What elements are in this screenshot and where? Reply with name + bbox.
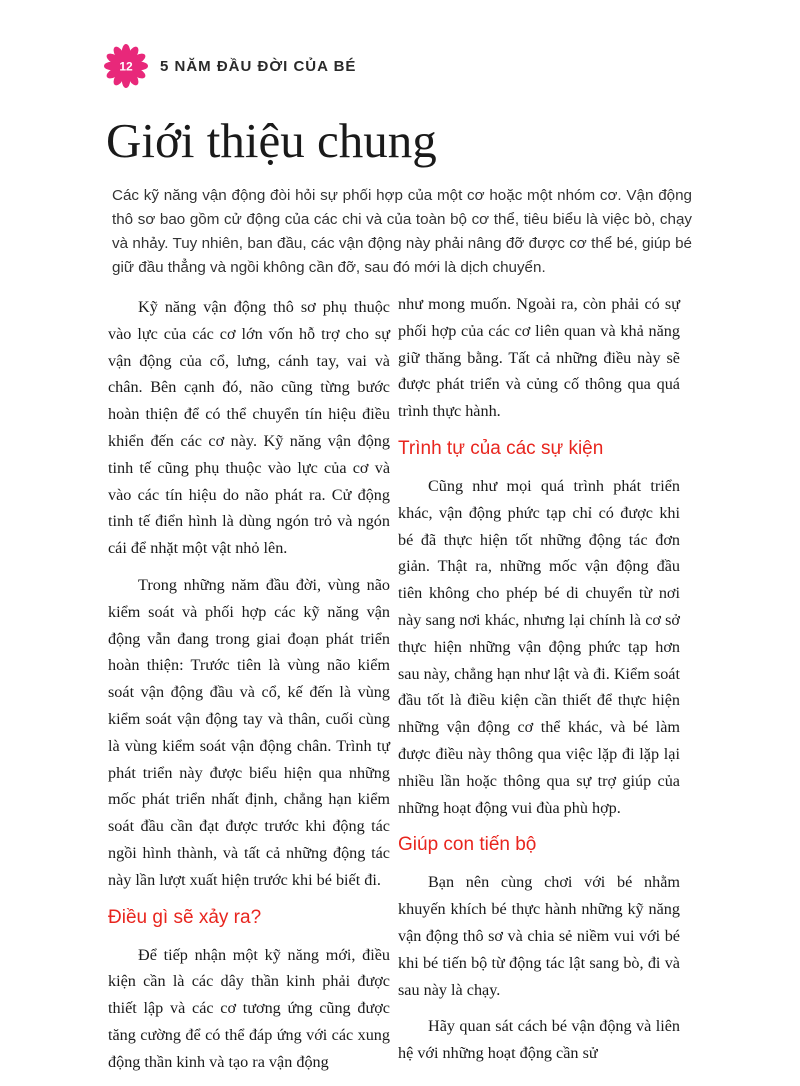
page-header [104,44,356,88]
left-column [108,294,390,1086]
page-title: Giới thiệu chung [106,113,437,168]
body-paragraph: Cũng như mọi quá trình phát triển khác, vận động phức tạp chỉ có được khi bé đã thực hiện tốt những động tác đơn giản. Thật ra, những mốc vận động đầu tiên không cho phép bé di chuyển từ nơi này sang nơi khác, nhưng lại chính là cơ sở thực hiện những vận động phức tạp hơn sau này, chẳng hạn như lật và đi. Kiểm soát đầu tốt là điều kiện cần thiết để thực hiện những vận động cơ thể khác, và bé làm được điều này thông qua việc lặp đi lặp lại nhiều lần hoặc thông qua sự trợ giúp của những hoạt động vui đùa phù hợp. [398,476,680,817]
body-paragraph: Kỹ năng vận động thô sơ phụ thuộc vào lực của các cơ lớn vốn hỗ trợ cho sự vận động của cổ, lưng, cánh tay, vai và chân. Bên cạnh đó, não cũng từng bước hoàn thiện để có thể chuyển tín hiệu điều khiển đến các cơ này. Kỹ năng vận động tinh tế cũng phụ thuộc vào lực của cơ và vào các tín hiệu do não phát ra. Cử động tinh tế điển hình là dùng ngón trỏ và ngón cái để nhặt một vật nhỏ lên. [108,298,390,558]
book-title: 5 NĂM ĐẦU ĐỜI CỦA BÉ [160,57,357,75]
section-heading: Trình tự của các sự kiện [398,437,604,459]
right-column [398,291,680,1077]
body-paragraph: Hãy quan sát cách bé vận động và liên hệ với những hoạt động cần sử [398,1017,680,1063]
intro-paragraph: Các kỹ năng vận động đòi hỏi sự phối hợp của một cơ hoặc một nhóm cơ. Vận động thô sơ bao gồm cử động của các chi và của toàn bộ cơ thể, tiêu biểu là việc bò, chạy và nhảy. Tuy nhiên, ban đầu, các vận động này phải nâng đỡ được cơ thể bé, giúp bé giữ đầu thẳng và ngồi không cần đỡ, sau đó mới là dịch chuyển. [112,187,692,276]
body-paragraph: Trong những năm đầu đời, vùng não kiểm soát và phối hợp các kỹ năng vận động vẫn đang trong giai đoạn phát triển hoàn thiện: Trước tiên là vùng não kiểm soát vận động đầu và cổ, kế đến là vùng kiểm soát vận động tay và thân, cuối cùng là vùng kiểm soát vận động chân. Trình tự phát triển này được biểu hiện qua những mốc phát triển nhất định, chẳng hạn kiểm soát đầu cần đạt được trước khi động tác ngồi hình thành, và tất cả những động tác này lần lượt xuất hiện trước khi bé biết đi. [108,575,390,889]
section-heading: Giúp con tiến bộ [398,834,537,856]
body-paragraph: Để tiếp nhận một kỹ năng mới, điều kiện cần là các dây thần kinh phải được thiết lập và các cơ tương ứng cũng được tăng cường để có thể đáp ứng với các xung động thần kinh và tạo ra vận động [108,945,390,1071]
body-paragraph: Bạn nên cùng chơi với bé nhằm khuyến khích bé thực hành những kỹ năng vận động thô sơ và chia sẻ niềm vui với bé khi bé tiến bộ từ động tác lật sang bò, đi và sau này là chạy. [398,873,680,999]
flower-icon [104,44,148,88]
section-heading: Điều gì sẽ xảy ra? [108,906,262,928]
page-number: 12 [119,59,133,74]
body-paragraph: như mong muốn. Ngoài ra, còn phải có sự phối hợp của các cơ liên quan và khả năng giữ thăng bằng. Tất cả những điều này sẽ được phát triển và củng cố thông qua quá trình thực hành. [398,295,680,421]
